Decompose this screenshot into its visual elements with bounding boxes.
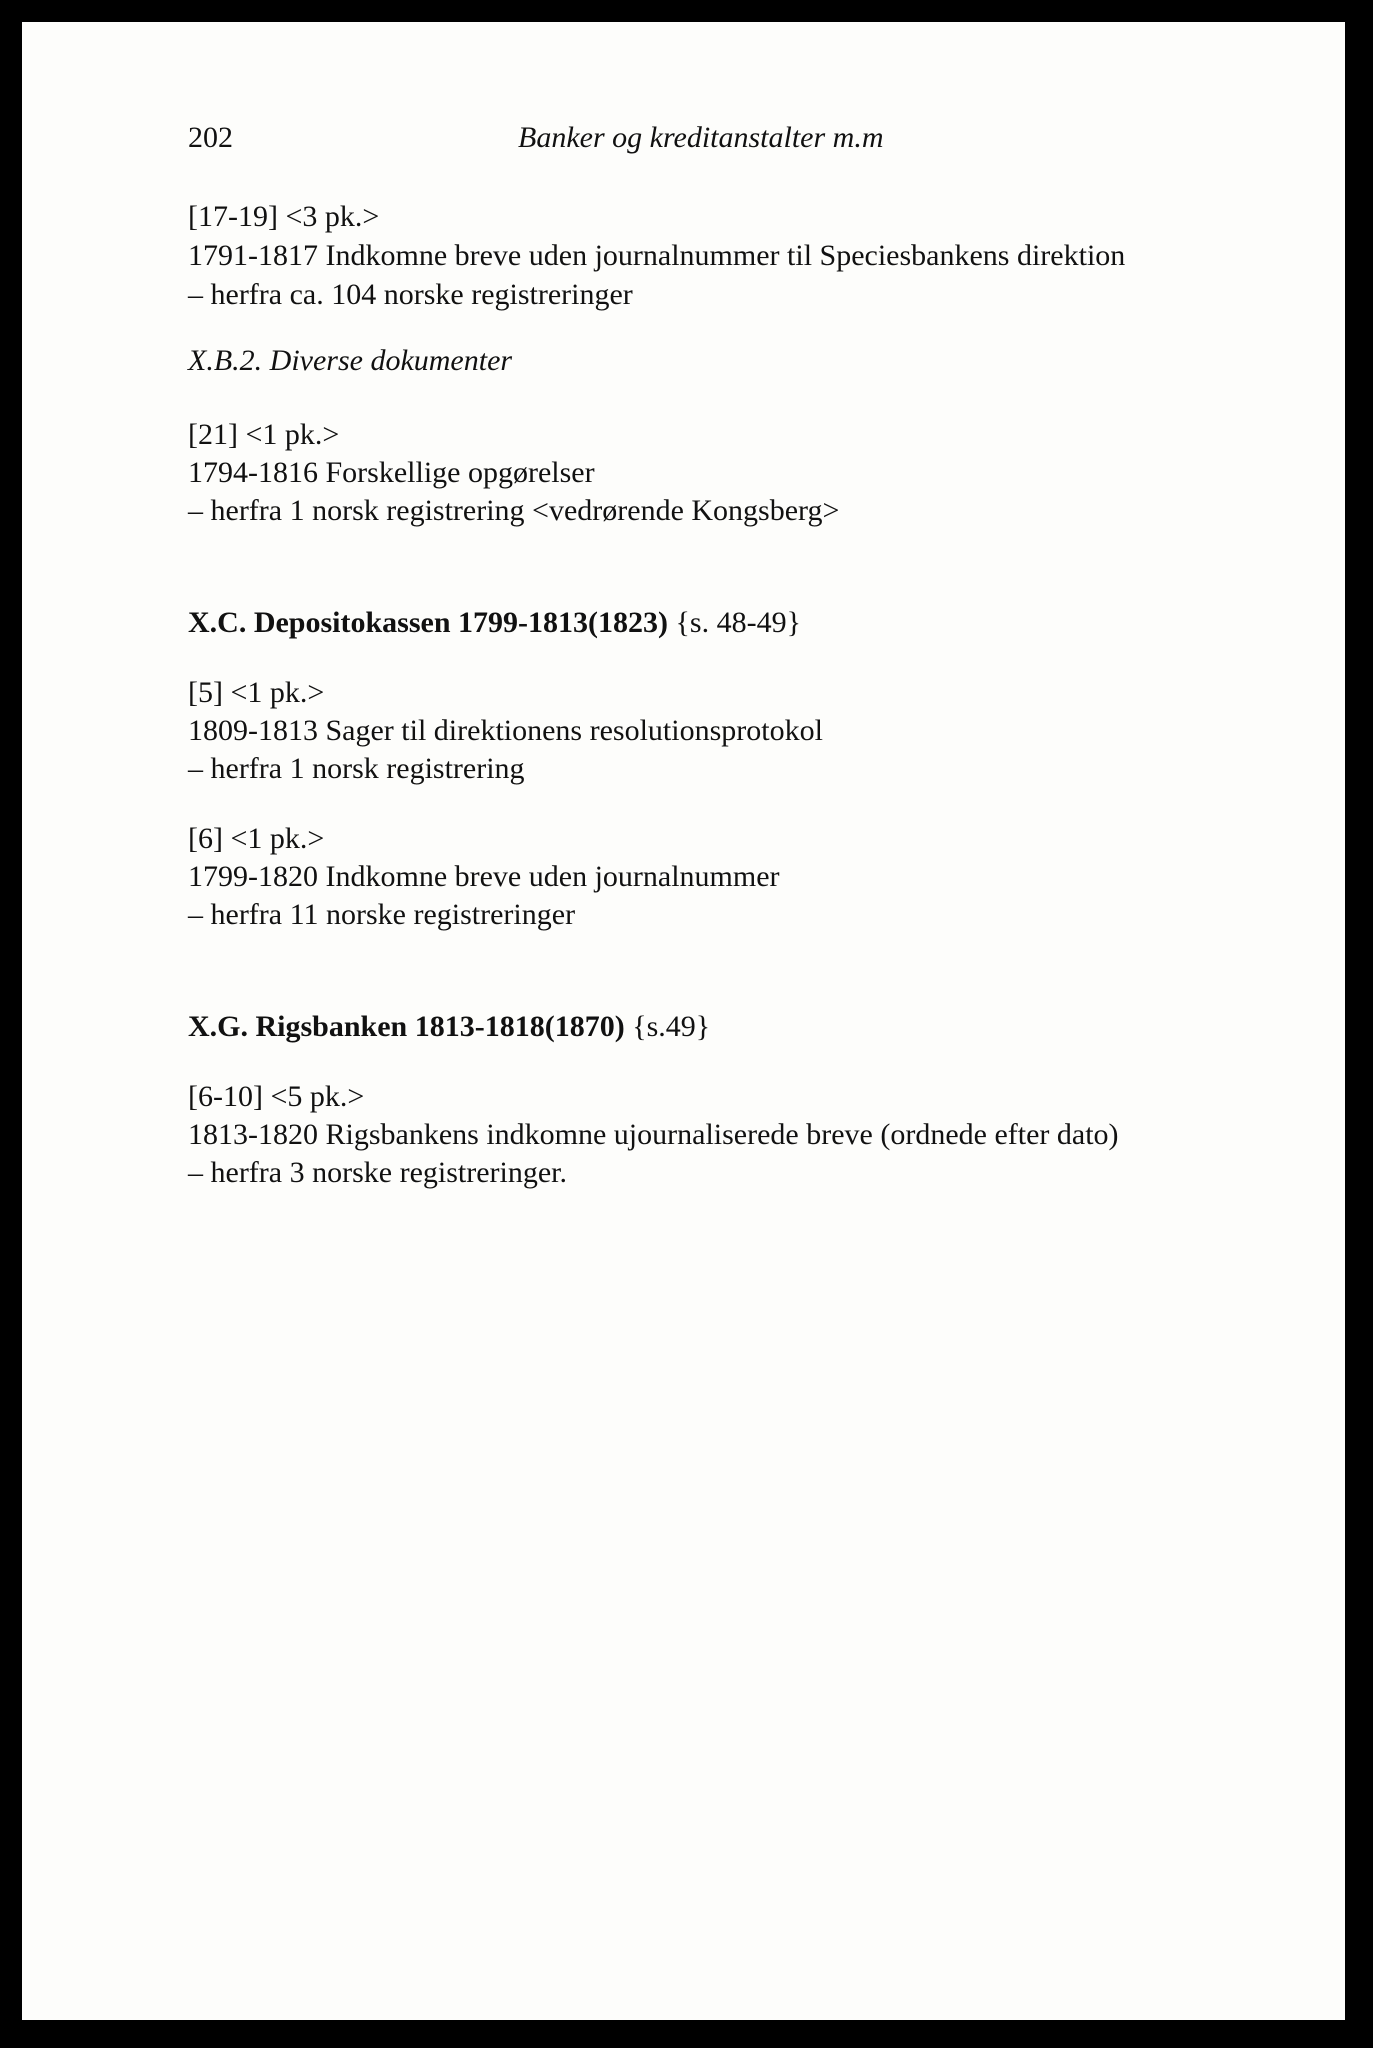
entry-registrations: – herfra 1 norsk registrering <vedrørende Kongsberg> xyxy=(188,494,840,527)
entry-registrations: – herfra ca. 104 norske registreringer xyxy=(188,278,633,311)
entry-description: 1799-1820 Indkomne breve uden journalnummer xyxy=(188,860,780,893)
entry-ref: [6] <1 pk.> xyxy=(188,822,325,855)
entry-registrations: – herfra 1 norsk registrering xyxy=(188,752,525,785)
running-title: Banker og kreditanstalter m.m xyxy=(518,121,884,154)
entry-ref: [5] <1 pk.> xyxy=(188,676,325,709)
page-number: 202 xyxy=(188,121,233,154)
entry-description: 1809-1813 Sager til direktionens resolutionsprotokol xyxy=(188,714,823,747)
document-page xyxy=(22,22,1345,2020)
entry-description: 1813-1820 Rigsbankens indkomne ujournaliserede breve (ordnede efter dato) xyxy=(188,1118,1119,1151)
entry-registrations: – herfra 11 norske registreringer xyxy=(188,898,576,931)
section-page-ref: {s.49} xyxy=(632,1010,711,1043)
subsection-title: X.B.2. Diverse dokumenter xyxy=(188,344,513,377)
entry-ref: [17-19] <3 pk.> xyxy=(188,200,380,233)
section-title: X.C. Depositokassen 1799-1813(1823) xyxy=(188,606,668,639)
entry-ref: [6-10] <5 pk.> xyxy=(188,1080,365,1113)
section-heading-xg xyxy=(188,1008,710,1046)
entry-registrations: – herfra 3 norske registreringer. xyxy=(188,1156,568,1189)
section-page-ref: {s. 48-49} xyxy=(675,606,801,639)
section-heading-xc xyxy=(188,604,801,642)
entry-ref: [21] <1 pk.> xyxy=(188,418,340,451)
entry-description: 1794-1816 Forskellige opgørelser xyxy=(188,456,595,489)
page-header xyxy=(188,118,1068,158)
section-title: X.G. Rigsbanken 1813-1818(1870) xyxy=(188,1010,625,1043)
entry-description: 1791-1817 Indkomne breve uden journalnummer til Speciesbankens direktion xyxy=(188,239,1126,272)
